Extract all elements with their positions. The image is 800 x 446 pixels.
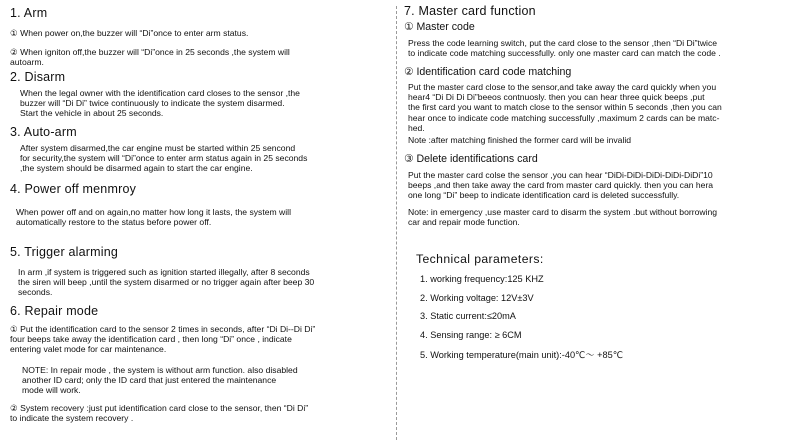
tech-param-frequency: 1. working frequency:125 KHZ: [420, 274, 544, 284]
text-line: to indicate the system recovery .: [10, 413, 134, 424]
text-line: the siren will beep ,until the system disarmed or no trigger again after beep 30: [18, 277, 315, 288]
text-line: ① Put the identification card to the sensor 2 times in seconds, after “Di Di--Di Di”: [10, 324, 316, 334]
repair-para-1: [10, 324, 315, 355]
text-line: Put the master card close to the sensor,and take away the card quickly when you: [408, 82, 717, 92]
text-line: Note :after matching finished the former card will be invalid: [408, 135, 632, 145]
id-card-matching-body: [408, 82, 722, 133]
column-divider: [396, 6, 397, 440]
text-line: Put the master card colse the sensor ,you can hear “DiDi-DiDi-DiDi-DiDi-DiDi”10: [408, 170, 713, 180]
technical-parameters-heading: Technical parameters:: [416, 252, 544, 266]
text-line: entering valet mode for car maintenance.: [10, 344, 167, 355]
delete-card-body: [408, 170, 713, 201]
text-line: When power off and on again,no matter how long it lasts, the system will: [16, 207, 291, 217]
text-line: Note: in emergency ,use master card to disarm the system .but without borrowing: [408, 207, 718, 217]
text-line: When the legal owner with the identification card closes to the sensor ,the: [20, 88, 300, 98]
repair-note: [22, 365, 298, 396]
trigger-body: [18, 267, 314, 298]
delete-card-note: [408, 207, 717, 227]
text-line: beeps ,and then take away the card from master card quickly. then you can hera: [408, 180, 714, 191]
power-off-heading: 4. Power off menmroy: [10, 182, 137, 196]
tech-param-voltage: 2. Working voltage: 12V±3V: [420, 293, 534, 303]
arm-para-1: [10, 28, 248, 38]
trigger-heading: 5. Trigger alarming: [10, 245, 119, 259]
master-code-subheading: ① Master code: [404, 21, 475, 33]
text-line: automatically restore to the status before power off.: [16, 217, 212, 228]
repair-para-2: [10, 403, 308, 423]
disarm-body: [20, 88, 300, 119]
arm-heading: 1. Arm: [10, 6, 48, 20]
text-line: NOTE: In repair mode , the system is without arm function. also disabled: [22, 365, 298, 375]
text-line: buzzer will “Di Di” twice continuously to indicate the system disarmed.: [20, 98, 285, 109]
id-card-matching-subheading: ② Identification card code matching: [404, 66, 572, 78]
text-line: seconds.: [18, 287, 53, 298]
text-line: autoarm.: [10, 57, 44, 68]
text-line: the first card you want to match close to the sensor within 5 seconds ,then you can: [408, 102, 722, 113]
text-line: four beeps take away the identification card , then long “Di” once , indicate: [10, 334, 292, 345]
master-code-body: [408, 38, 721, 58]
disarm-heading: 2. Disarm: [10, 70, 66, 84]
power-off-body: [16, 207, 291, 227]
id-card-matching-note: [408, 135, 631, 145]
tech-param-temperature: 5. Working temperature(main unit):-40℃～ +85℃: [420, 350, 624, 360]
text-line: car and repair mode function.: [408, 217, 520, 228]
auto-arm-body: [20, 143, 307, 174]
repair-heading: 6. Repair mode: [10, 304, 99, 318]
text-line: for security,the system will “Di”once to enter arm status again in 25 seconds: [20, 153, 308, 164]
text-line: ① When power on,the buzzer will “Di”once to enter arm status.: [10, 28, 249, 38]
text-line: Press the code learning switch, put the card close to the sensor ,then “Di Di”twice: [408, 38, 718, 48]
tech-param-current: 3. Static current:≤20mA: [420, 311, 516, 321]
text-line: hear4 “Di Di Di Di”beeos contnuosly. then you can hear three quick beeps ,put: [408, 92, 705, 103]
delete-card-subheading: ③ Delete identifications card: [404, 153, 538, 165]
text-line: Start the vehicle in about 25 seconds.: [20, 108, 164, 119]
text-line: one long “Di” beep to indicate identification card is deleted successfully.: [408, 190, 680, 201]
tech-param-sensing-range: 4. Sensing range: ≥ 6CM: [420, 330, 522, 340]
text-line: After system disarmed,the car engine must be started within 25 sencond: [20, 143, 296, 153]
auto-arm-heading: 3. Auto-arm: [10, 125, 77, 139]
arm-para-2: [10, 47, 290, 67]
text-line: ,the system should be disarmed again to start the car engine.: [20, 163, 253, 174]
text-line: ② System recovery :just put identification card close to the sensor, then “Di Di”: [10, 403, 309, 413]
master-card-heading: 7. Master card function: [404, 4, 536, 18]
text-line: another ID card; only the ID card that just entered the maintenance: [22, 375, 277, 386]
text-line: In arm ,if system is triggered such as ignition started illegally, after 8 seconds: [18, 267, 310, 277]
text-line: to indicate code matching successfully. only one master card can match the code .: [408, 48, 721, 59]
text-line: ② When igniton off,the buzzer will “Di”once in 25 seconds ,the system will: [10, 47, 290, 57]
text-line: hed.: [408, 122, 425, 133]
text-line: hear once to indicate code matching successfully ,maximum 2 cards can be matc-: [408, 112, 720, 123]
text-line: mode will work.: [22, 385, 81, 396]
